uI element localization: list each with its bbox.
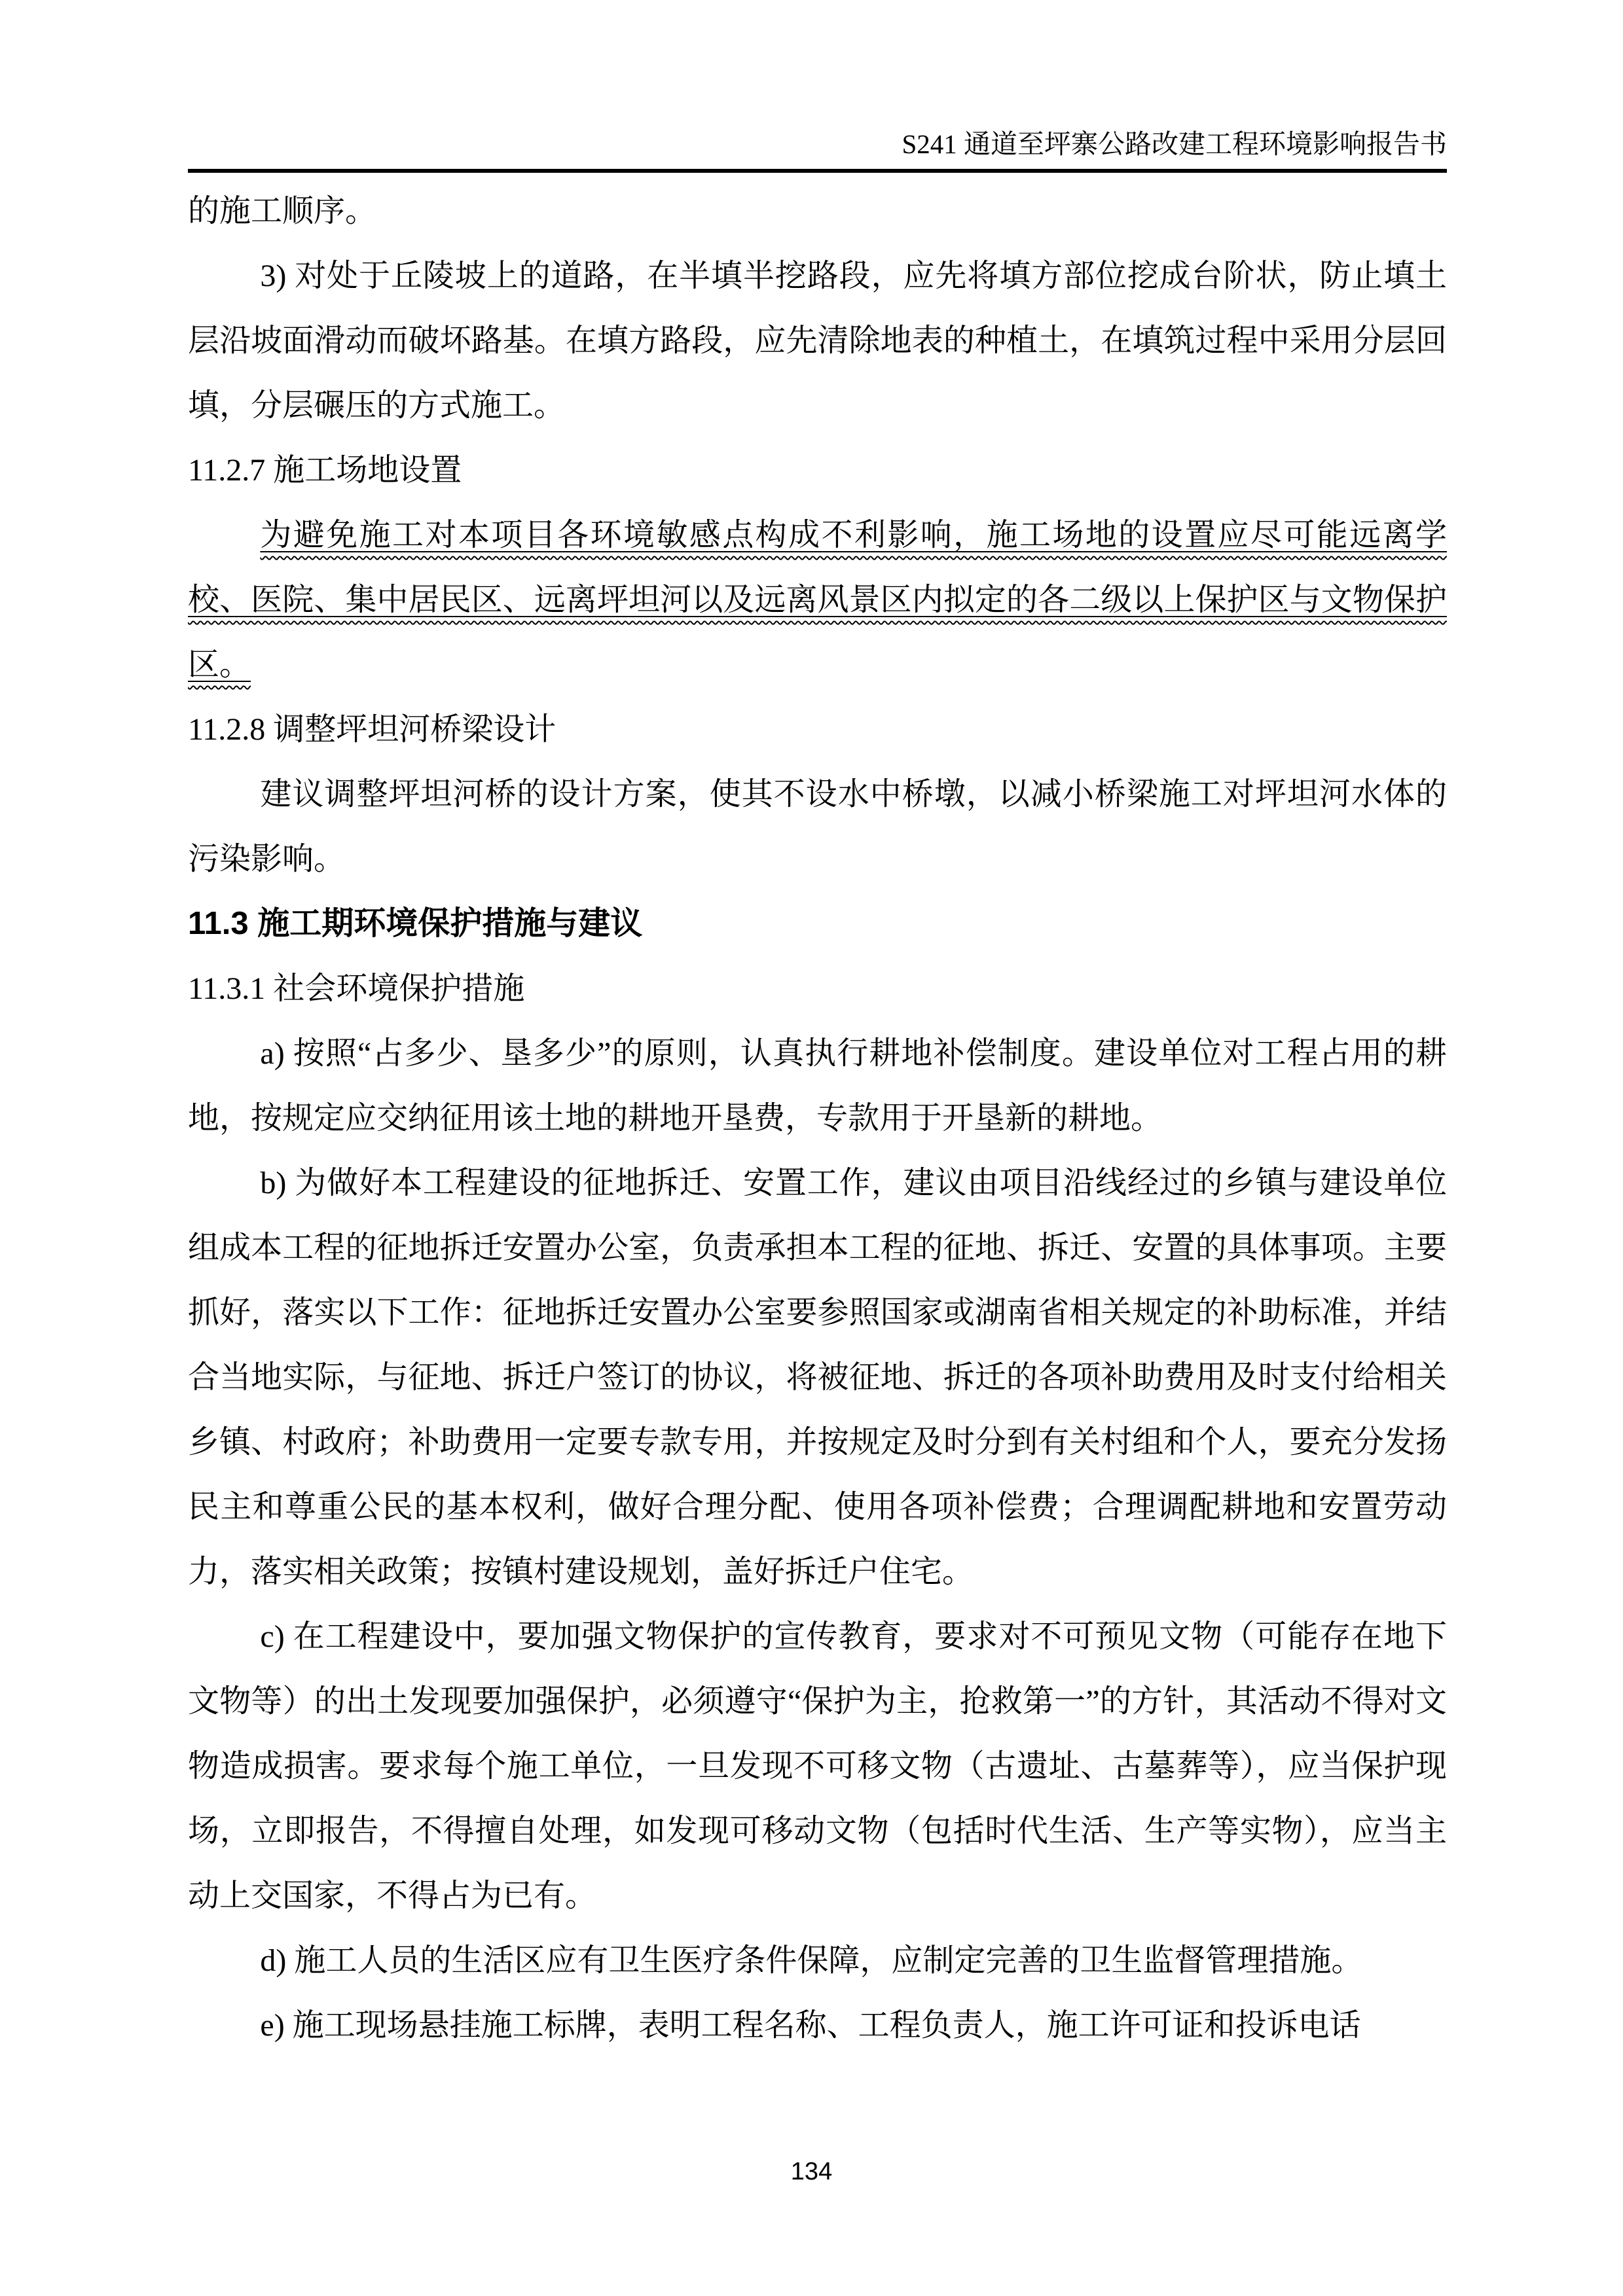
header-title: S241 通道至坪寨公路改建工程环境影响报告书: [902, 129, 1447, 159]
paragraph-item-d-sanitation-medical-care: d) 施工人员的生活区应有卫生医疗条件保障，应制定完善的卫生监督管理措施。: [260, 1943, 1363, 1978]
paragraph-item-b-land-requisition-resettlement: b) 为做好本工程建设的征地拆迁、安置工作，建议由项目沿线经过的乡镇与建设单位组成本工程的征地拆迁安置办公室，负责承担本工程的征地、拆迁、安置的具体事项。主要抓好，落实以下工作：征地拆迁安置办公室要参照国家或湖南省相关规定的补助标准，并结合当地实际，与征地、拆迁户签订的协议，将被征地、拆迁的各项补助费用及时支付给相关乡镇、村政府；补助费用一定要专款专用，并按规定及时分到有关村组和个人，要充分发扬民主和尊重公民的基本权利，做好合理分配、使用各项补偿费；合理调配耕地和安置劳动力，落实相关政策；按镇村建设规划，盖好拆迁户住宅。: [188, 1166, 1447, 1589]
document-body: [188, 179, 1447, 2058]
paragraph-item-3-hill-slope-roads: 3) 对处于丘陵坡上的道路，在半填半挖路段，应先将填方部位挖成台阶状，防止填土层沿坡面滑动而破坏路基。在填方路段，应先清除地表的种植土，在填筑过程中采用分层回填，分层碾压的方式施工。: [188, 259, 1447, 423]
heading-11-3-1-social-environment-measures: 11.3.1 社会环境保护措施: [188, 971, 525, 1006]
paragraph-item-e-construction-signboard: e) 施工现场悬挂施工标牌，表明工程名称、工程负责人，施工许可证和投诉电话: [260, 2008, 1361, 2043]
heading-11-3-construction-period-measures: 11.3 施工期环境保护措施与建议: [188, 906, 643, 941]
underline-wavy-text: 为避免施工对本项目各环境敏感点构成不利影响，施工场地的设置应尽可能远离学校、医院、集中居民区、远离坪坦河以及远离风景区内拟定的各二级以上保护区与文物保护区。: [188, 518, 1447, 682]
page-footer: [0, 2157, 1623, 2186]
paragraph-construction-order-continuation: 的施工顺序。: [188, 194, 377, 228]
paragraph-site-setup-underlined: [188, 503, 1447, 697]
heading-11-2-7-construction-site-setup: 11.2.7 施工场地设置: [188, 453, 462, 488]
paragraph-item-c-cultural-relics-protection: c) 在工程建设中，要加强文物保护的宣传教育，要求对不可预见文物（可能存在地下文物等）的出土发现要加强保护，必须遵守“保护为主，抢救第一”的方针，其活动不得对文物造成损害。要求每个施工单位，一旦发现不可移文物（古遗址、古墓葬等），应当保护现场，立即报告，不得擅自处理，如发现可移动文物（包括时代生活、生产等实物），应当主动上交国家，不得占为已有。: [188, 1619, 1447, 1913]
paragraph-item-a-farmland-compensation: a) 按照“占多少、垦多少”的原则，认真执行耕地补偿制度。建设单位对工程占用的耕地，按规定应交纳征用该土地的耕地开垦费，专款用于开垦新的耕地。: [188, 1036, 1447, 1136]
heading-11-2-8-bridge-design-adjustment: 11.2.8 调整坪坦河桥梁设计: [188, 712, 556, 747]
page-header: [188, 0, 1447, 173]
underline-solid-wrapper: [188, 518, 1447, 682]
page-number: 134: [790, 2158, 833, 2185]
paragraph-bridge-design-suggestion: 建议调整坪坦河桥的设计方案，使其不设水中桥墩，以减小桥梁施工对坪坦河水体的污染影响。: [188, 777, 1447, 876]
